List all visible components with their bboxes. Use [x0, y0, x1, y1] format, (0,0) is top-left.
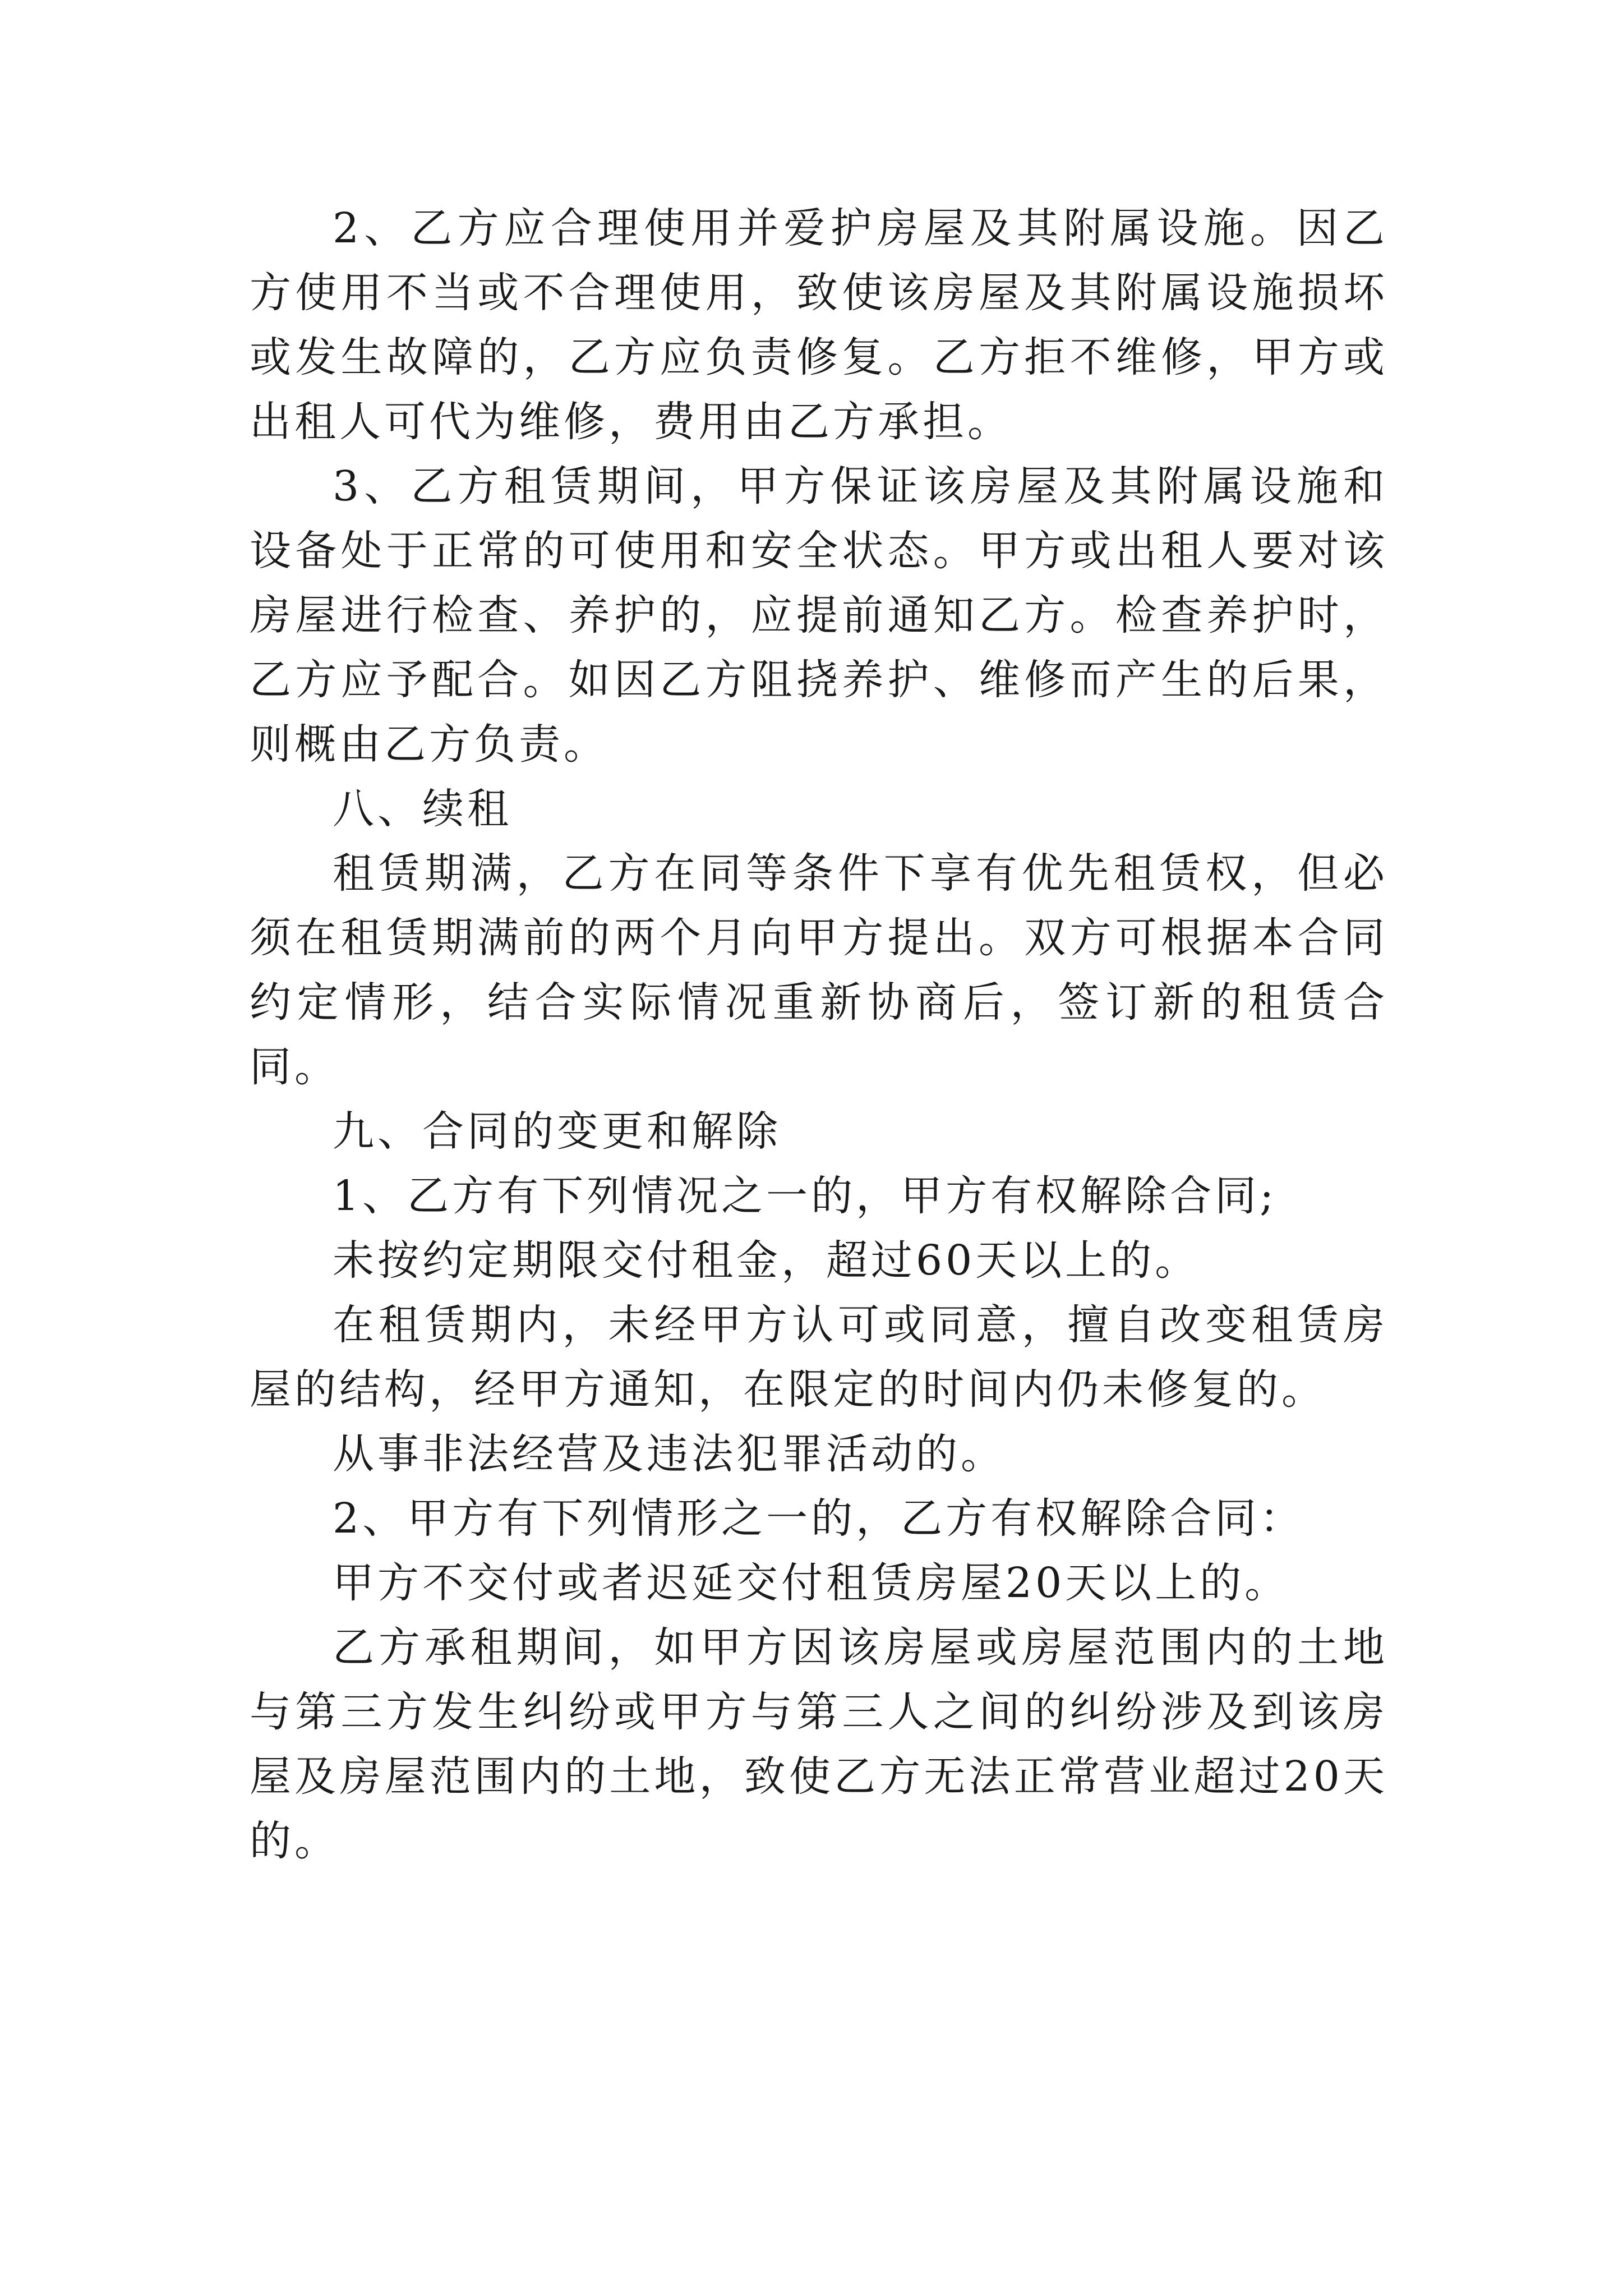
paragraph-item-late-rent: 未按约定期限交付租金，超过60天以上的。	[333, 1236, 1200, 1285]
paragraph-clause-7-2: 2、乙方应合理使用并爱护房屋及其附属设施。因乙方使用不当或不合理使用，致使该房屋及其附属设施损坏或发生故障的，乙方应负责修复。乙方拒不维修，甲方或出租人可代为维修，费用由乙方承担。	[250, 204, 1388, 446]
paragraph-item-third-party-dispute: 乙方承租期间，如甲方因该房屋或房屋范围内的土地与第三方发生纠纷或甲方与第三人之间的纠纷涉及到该房屋及房屋范围内的土地，致使乙方无法正常营业超过20天的。	[250, 1623, 1388, 1865]
paragraph-clause-9-1: 1、乙方有下列情况之一的，甲方有权解除合同;	[333, 1172, 1278, 1220]
section-heading-change-termination: 九、合同的变更和解除	[333, 1107, 781, 1156]
paragraph-renewal: 租赁期满，乙方在同等条件下享有优先租赁权，但必须在租赁期满前的两个月向甲方提出。双方可根据本合同约定情形，结合实际情况重新协商后，签订新的租赁合同。	[250, 849, 1388, 1091]
section-heading-renewal: 八、续租	[333, 785, 512, 833]
paragraph-clause-7-3: 3、乙方租赁期间，甲方保证该房屋及其附属设施和设备处于正常的可使用和安全状态。甲方或出租人要对该房屋进行检查、养护的，应提前通知乙方。检查养护时，乙方应予配合。如因乙方阻挠养护、维修而产生的后果，则概由乙方负责。	[250, 462, 1388, 769]
paragraph-clause-9-2: 2、甲方有下列情形之一的，乙方有权解除合同：	[333, 1494, 1305, 1543]
paragraph-item-structure-change: 在租赁期内，未经甲方认可或同意，擅自改变租赁房屋的结构，经甲方通知，在限定的时间内仍未修复的。	[250, 1301, 1388, 1414]
paragraph-item-illegal-activity: 从事非法经营及违法犯罪活动的。	[333, 1430, 1006, 1478]
paragraph-item-late-delivery: 甲方不交付或者迟延交付租赁房屋20天以上的。	[333, 1559, 1290, 1607]
document-body	[250, 196, 1388, 1874]
